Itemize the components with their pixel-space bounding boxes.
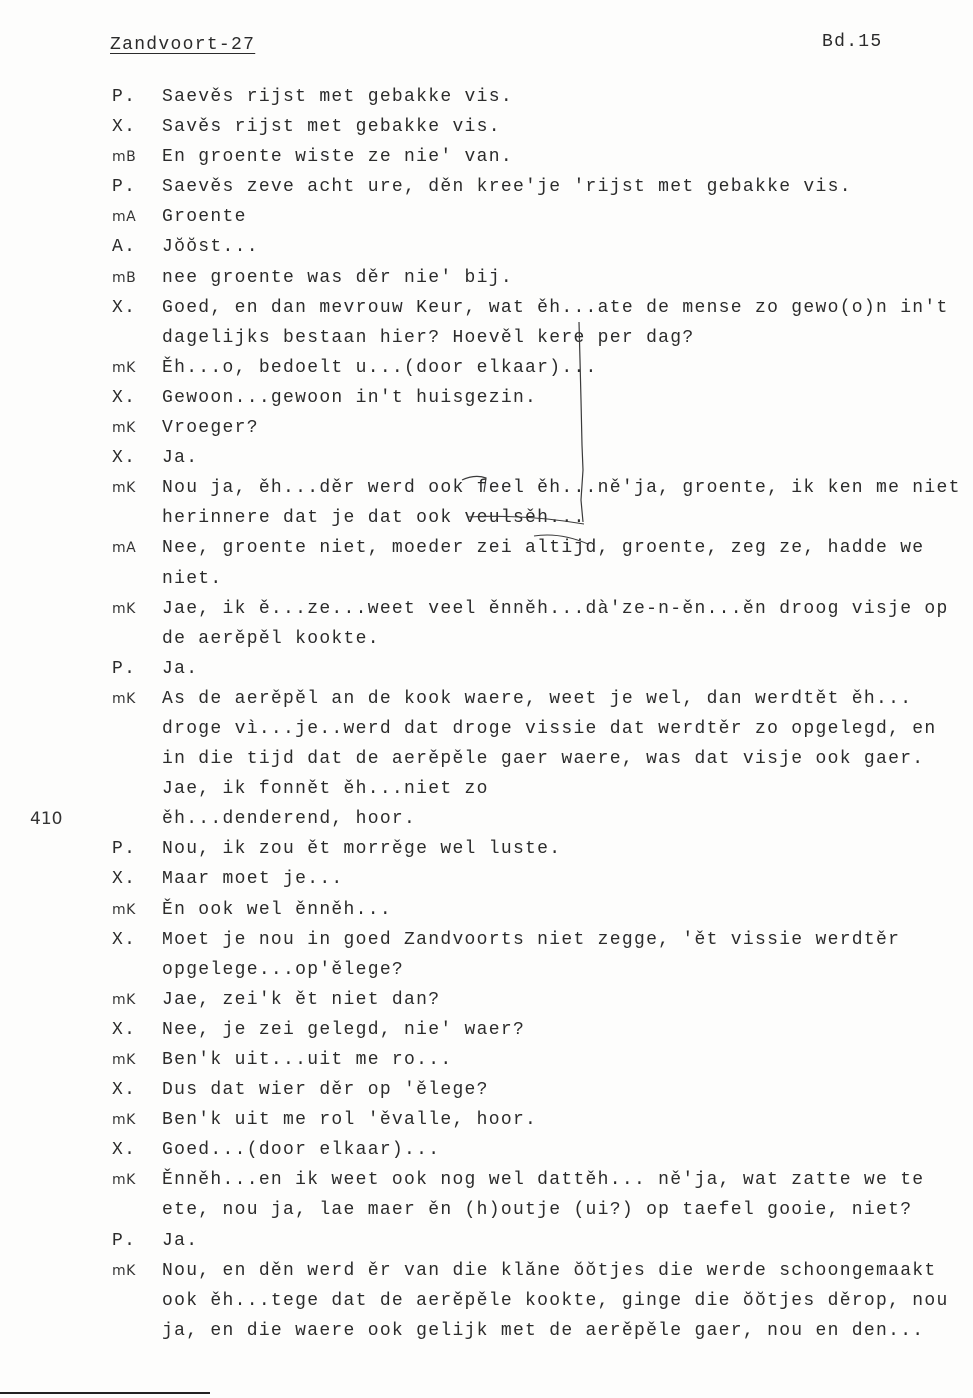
transcript-line <box>0 1195 973 1225</box>
utterance-text: dagelijks bestaan hier? Hoevěl kere per dag? <box>162 327 695 348</box>
utterance-text: Nou, ik zou ět morrěge wel luste. <box>162 839 562 860</box>
speaker-label: mK <box>112 1112 136 1129</box>
speaker-label: mK <box>112 420 136 437</box>
speaker-label: mK <box>112 1052 136 1068</box>
speaker-label: X. <box>112 448 137 469</box>
speaker-label: P. <box>112 658 137 679</box>
transcript-line <box>0 353 973 383</box>
speaker-label: mK <box>112 359 136 376</box>
speaker-label: mA <box>112 209 137 226</box>
transcript-line <box>0 383 973 413</box>
utterance-text: ěh...denderend, hoor. <box>162 809 417 830</box>
utterance-text: Ja. <box>162 1230 199 1251</box>
utterance-text: Vroeger? <box>162 418 259 439</box>
transcript-body <box>0 82 973 1346</box>
utterance-text: ja, en die waere ook gelijk met de aerěpěle gaer, nou en den... <box>162 1320 925 1341</box>
utterance-text: droge vì...je..werd dat droge vissie dat werdtěr zo opgelegd, en <box>162 718 937 739</box>
transcript-line <box>0 1256 973 1286</box>
transcript-line <box>0 864 973 894</box>
margin-line-number: 410 <box>30 809 63 830</box>
transcript-line <box>0 112 973 142</box>
utterance-text: ook ěh...tege dat de aerěpěle kookte, ginge die ŏŏtjes děrop, nou <box>162 1290 949 1311</box>
utterance-text: Ěnněh...en ik weet ook nog wel dattěh... ně'ja, wat zatte we te <box>162 1170 925 1191</box>
speaker-label: mB <box>112 149 137 166</box>
transcript-line <box>0 293 973 323</box>
utterance-text: Ěh...o, bedoelt u...(door elkaar)... <box>162 357 598 378</box>
utterance-text: Groente <box>162 207 247 228</box>
transcript-line <box>0 1105 973 1135</box>
utterance-text: Jae, zei'k ět niet dan? <box>162 989 441 1010</box>
utterance-text: Goed, en dan mevrouw Keur, wat ěh...ate de mense zo gewo(o)n in't <box>162 297 949 318</box>
transcript-line <box>0 684 973 714</box>
transcript-line <box>0 1045 973 1075</box>
speaker-label: X. <box>112 117 137 138</box>
utterance-text: de aerěpěl kookte. <box>162 628 380 649</box>
page-number: Bd.15 <box>822 32 883 52</box>
transcript-line <box>0 1165 973 1195</box>
transcript-line <box>0 594 973 624</box>
utterance-text: Ja. <box>162 448 199 469</box>
transcript-line <box>0 473 973 503</box>
utterance-text: As de aerěpěl an de kook waere, weet je wel, dan werdtět ěh... <box>162 688 913 709</box>
document-title: Zandvoort-27 <box>110 35 256 55</box>
transcript-line <box>0 925 973 955</box>
transcript-line <box>0 202 973 232</box>
transcript-line <box>0 443 973 473</box>
utterance-text: herinnere dat je dat ook veulsěh... <box>162 508 586 529</box>
transcript-line <box>0 232 973 262</box>
utterance-text: Gewoon...gewoon in't huisgezin. <box>162 387 538 408</box>
utterance-text: Savěs rijst met gebakke vis. <box>162 117 501 138</box>
utterance-text: niet. <box>162 568 223 589</box>
utterance-text: Dus dat wier děr op 'ělege? <box>162 1080 489 1101</box>
utterance-text: Goed...(door elkaar)... <box>162 1140 441 1161</box>
speaker-label: mK <box>112 991 136 1008</box>
speaker-label: mK <box>112 600 136 617</box>
utterance-text: Nee, je zei gelegd, nie' waer? <box>162 1019 526 1040</box>
utterance-text: opgelege...op'ělege? <box>162 959 405 980</box>
utterance-text: Jae, ik fonnět ěh...niet zo <box>162 779 489 800</box>
utterance-text: Nou ja, ěh...děr werd ook feel ěh...ně'ja, groente, ik ken me niet <box>162 478 961 499</box>
speaker-label: mK <box>112 480 136 497</box>
transcript-line <box>0 142 973 172</box>
transcript-line <box>0 564 973 594</box>
utterance-text: in die tijd dat de aerěpěle gaer waere, was dat visje ook gaer. <box>162 749 925 770</box>
transcript-line <box>0 503 973 533</box>
speaker-label: X. <box>112 929 137 950</box>
utterance-text: Saevěs zeve acht ure, děn kree'je 'rijst met gebakke vis. <box>162 177 852 198</box>
transcript-line <box>0 1075 973 1105</box>
speaker-label: P. <box>112 839 137 860</box>
transcript-line <box>0 1015 973 1045</box>
utterance-text: Ja. <box>162 658 199 679</box>
transcript-line <box>0 1286 973 1316</box>
utterance-text: ete, nou ja, lae maer ěn (h)outje (ui?) op taefel gooie, niet? <box>162 1200 913 1221</box>
transcript-line <box>0 1135 973 1165</box>
utterance-text: Ben'k uit me rol 'ěvalle, hoor. <box>162 1110 538 1131</box>
transcript-line <box>0 1316 973 1346</box>
transcript-line <box>0 654 973 684</box>
speaker-label: mB <box>112 269 137 286</box>
speaker-label: X. <box>112 1140 137 1161</box>
speaker-label: X. <box>112 1019 137 1040</box>
transcript-line <box>0 955 973 985</box>
speaker-label: P. <box>112 177 137 198</box>
speaker-label: X. <box>112 1080 137 1101</box>
speaker-label: mA <box>112 540 137 557</box>
utterance-text: Ben'k uit...uit me ro... <box>162 1050 453 1070</box>
utterance-text: Jŏŏst... <box>162 237 259 258</box>
utterance-text: En groente wiste ze nie' van. <box>162 147 513 168</box>
speaker-label: P. <box>112 87 137 107</box>
transcript-line <box>0 714 973 744</box>
transcript-line <box>0 804 973 834</box>
utterance-text: Nou, en děn werd ěr van die klǎne ŏŏtjes die werde schoongemaakt <box>162 1260 937 1281</box>
utterance-text: Saevěs rijst met gebakke vis. <box>162 87 513 107</box>
speaker-label: X. <box>112 387 137 408</box>
transcript-line <box>0 624 973 654</box>
speaker-label: mK <box>112 901 136 918</box>
utterance-text: Jae, ik ě...ze...weet veel ěnněh...dà'ze-n-ěn...ěn droog visje op <box>162 598 949 619</box>
transcript-line <box>0 895 973 925</box>
speaker-label: X. <box>112 297 137 318</box>
transcript-line <box>0 1226 973 1256</box>
speaker-label: mK <box>112 1172 136 1189</box>
transcript-line <box>0 82 973 112</box>
speaker-label: A. <box>112 237 137 258</box>
transcript-line <box>0 172 973 202</box>
speaker-label: X. <box>112 869 137 890</box>
utterance-text: nee groente was děr nie' bij. <box>162 267 513 288</box>
transcript-line <box>0 533 973 563</box>
transcript-line <box>0 985 973 1015</box>
transcript-line <box>0 774 973 804</box>
speaker-label: mK <box>112 1262 136 1279</box>
transcript-line <box>0 413 973 443</box>
speaker-label: mK <box>112 690 136 707</box>
transcript-line <box>0 744 973 774</box>
utterance-text: Nee, groente niet, moeder zei altijd, groente, zeg ze, hadde we <box>162 538 925 559</box>
utterance-text: Ěn ook wel ěnněh... <box>162 899 392 920</box>
transcript-line <box>0 834 973 864</box>
utterance-text: Moet je nou in goed Zandvoorts niet zegge, 'ět vissie werdtěr <box>162 929 901 950</box>
transcript-line <box>0 323 973 353</box>
speaker-label: P. <box>112 1230 137 1251</box>
transcript-line <box>0 263 973 293</box>
utterance-text: Maar moet je... <box>162 869 344 890</box>
